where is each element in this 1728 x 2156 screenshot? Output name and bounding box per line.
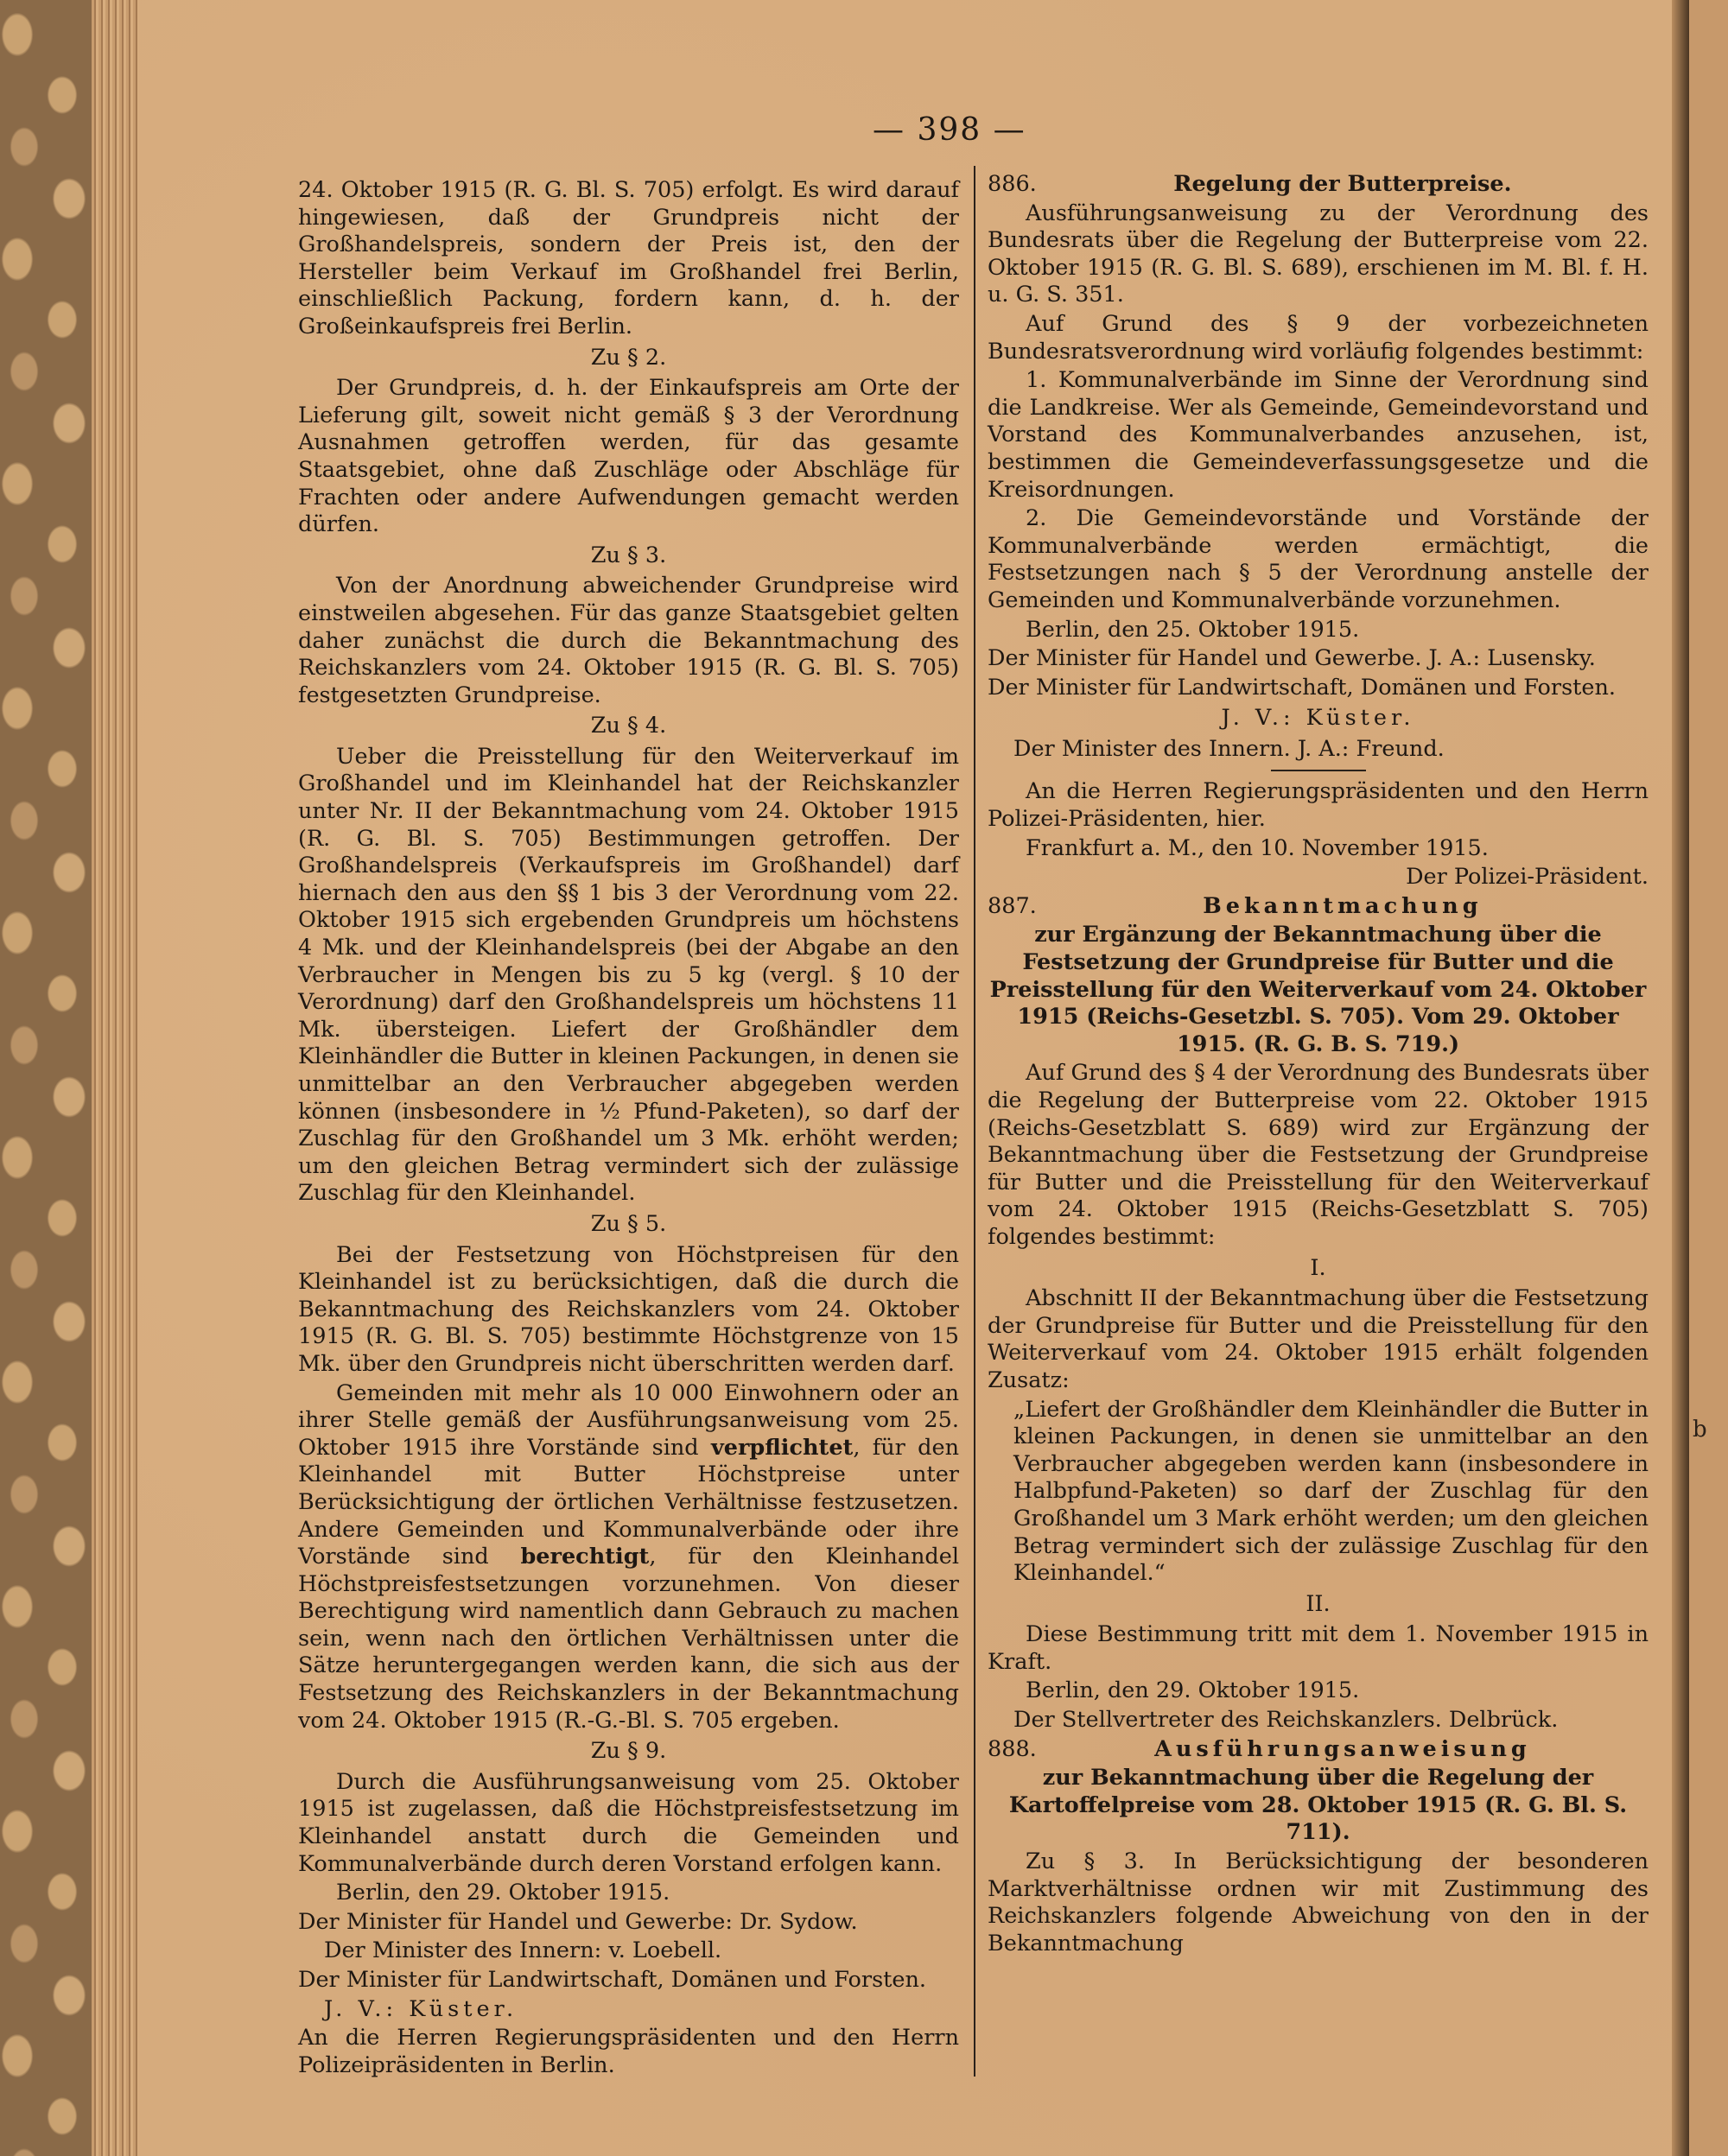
signature: Der Minister des Innern: v. Loebell. — [324, 1937, 722, 1964]
signature: Der Minister des Innern. J. A.: Freund. — [1013, 735, 1445, 762]
page-edges — [92, 0, 145, 2156]
section-subtitle: zur Bekanntmachung über die Regelung der Kartoffelpreise vom 28. Oktober 1915 (R. G. Bl. S. 711). — [1008, 1765, 1628, 1846]
section-heading: Zu § 3. — [590, 542, 667, 568]
paragraph: Auf Grund des § 9 der vorbezeichneten Bundesratsverordnung wird vorläufig folgendes bestimmt: — [988, 310, 1649, 365]
signature: Der Polizei-Präsident. — [1406, 864, 1649, 891]
section-title: Bekanntmachung — [1203, 892, 1483, 919]
book-gutter — [1672, 0, 1689, 2156]
addressee: An die Herren Regierungspräsidenten und den Herrn Polizeipräsidenten in Berlin. — [298, 2025, 959, 2078]
date-line: Berlin, den 29. Oktober 1915. — [1026, 1677, 1360, 1704]
signature: Der Minister für Handel und Gewerbe. J. A.: Lusensky. — [988, 645, 1596, 672]
emphasis-text: berechtigt — [520, 1544, 650, 1570]
signature: Der Minister für Landwirtschaft, Domänen und Forsten. — [988, 674, 1617, 701]
paragraph — [298, 1380, 959, 1735]
paragraph: Abschnitt II der Bekanntmachung über die Festsetzung der Grundpreise für Butter und die Preisstellung für den Weiterverkauf vom 24. Oktober 1915 erhält folgenden Zusatz: — [988, 1285, 1649, 1393]
date-line: Frankfurt a. M., den 10. November 1915. — [1026, 834, 1489, 861]
section-subtitle: zur Ergänzung der Bekanntmachung über die Festsetzung der Grundpreise für Butter und die Preisstellung für den Weiterverkauf vom 24. Oktober 1915 (Reichs-Gesetzbl. S. 705). Vom 29. Oktober 1915. (R. G. B. S. 719.) — [989, 922, 1647, 1057]
paragraph: Durch die Ausführungsanweisung vom 25. Oktober 1915 ist zugelassen, daß die Höchstpreisfestsetzung im Kleinhandel anstatt durch die Gemeinden und Kommunalverbände durch deren Vorstand erfolgen kann. — [298, 1768, 959, 1877]
paragraph: 2. Die Gemeindevorstände und Vorstände der Kommunalverbände werden ermächtigt, die Festsetzungen nach § 5 der Verordnung anstelle der Gemeinden und Kommunalverbände vorzunehmen. — [988, 505, 1649, 613]
section-heading: I. — [1310, 1254, 1326, 1281]
date-line: Berlin, den 29. Oktober 1915. — [336, 1880, 670, 1906]
column-divider — [974, 166, 975, 2077]
emphasis-text: verpflichtet — [710, 1434, 854, 1461]
paragraph: Der Grundpreis, d. h. der Einkaufspreis am Orte der Lieferung gilt, soweit nicht gemäß § 3 der Verordnung Ausnahmen getroffen werden, für das gesamte Staatsgebiet, ohne daß Zuschläge oder Abschläge für Frachten oder andere Aufwendungen gemacht werden dürfen. — [298, 375, 959, 538]
section-886-heading — [988, 171, 1649, 199]
addressee: An die Herren Regierungspräsidenten und den Herrn Polizei-Präsidenten, hier. — [988, 778, 1649, 833]
signature: J. V.: Küster. — [1221, 705, 1415, 732]
section-heading: Zu § 4. — [590, 713, 667, 739]
section-888-heading — [988, 1736, 1649, 1764]
next-page-fragment: b — [1693, 1417, 1707, 1443]
section-title: Regelung der Butterpreise. — [1173, 171, 1512, 197]
divider — [1271, 770, 1366, 771]
text-run: , für den Kleinhandel mit Butter Höchstpreise unter Berücksichtigung der örtlichen Verhältnisse festzusetzen. Andere Gemeinden und Kommunalverbände oder ihre Vorstände sind — [298, 1434, 959, 1570]
section-number: 887. — [988, 892, 1037, 919]
paragraph: Auf Grund des § 4 der Verordnung des Bundesrats über die Regelung der Butterpreise vom 22. Oktober 1915 (Reichs-Gesetzblatt S. 689) wird zur Ergänzung der Bekanntmachung über die Festsetzung der Grundpreise für Butter und die Preisstellung für den Weiterverkauf vom 24. Oktober 1915 (Reichs-Gesetzblatt S. 705) folgendes bestimmt: — [988, 1060, 1649, 1250]
section-number: 886. — [988, 171, 1037, 197]
left-column — [298, 177, 959, 2081]
section-heading: Zu § 2. — [590, 344, 667, 371]
page-number: — 398 — — [873, 112, 1026, 148]
paragraph: 24. Oktober 1915 (R. G. Bl. S. 705) erfolgt. Es wird darauf hingewiesen, daß der Grundpreis nicht der Großhandelspreis, sondern der Preis ist, den der Hersteller beim Verkauf im Großhandel frei Berlin, einschließlich Packung, fordern kann, d. h. der Großeinkaufspreis frei Berlin. — [298, 177, 959, 339]
text-run: Gemeinden mit mehr als 10 000 Einwohnern oder an ihrer Stelle gemäß der Ausführungsanweisung vom 25. Oktober 1915 ihre Vorstände sind — [298, 1379, 959, 1461]
paragraph: Bei der Festsetzung von Höchstpreisen für den Kleinhandel ist zu berücksichtigen, daß die durch die Bekanntmachung des Reichskanzlers vom 24. Oktober 1915 (R. G. Bl. S. 705) bestimmte Höchstgrenze von 15 Mk. über den Grundpreis nicht überschritten werden darf. — [298, 1241, 959, 1377]
signature: Der Minister für Handel und Gewerbe: Dr. Sydow. — [298, 1908, 858, 1935]
paragraph: Diese Bestimmung tritt mit dem 1. November 1915 in Kraft. — [988, 1621, 1649, 1675]
paragraph: Ausführungsanweisung zu der Verordnung des Bundesrats über die Regelung der Butterpreise vom 22. Oktober 1915 (R. G. Bl. S. 689), erschienen im M. Bl. f. H. u. G. S. 351. — [988, 200, 1649, 308]
paragraph: Von der Anordnung abweichender Grundpreise wird einstweilen abgesehen. Für das ganze Staatsgebiet gelten daher zunächst die durch die Bekanntmachung des Reichskanzlers vom 24. Oktober 1915 (R. G. Bl. S. 705) festgesetzten Grundpreise. — [298, 573, 959, 708]
section-887-heading — [988, 893, 1649, 921]
section-title: Ausführungsanweisung — [1154, 1735, 1531, 1762]
section-heading: II. — [1306, 1590, 1331, 1617]
paragraph: 1. Kommunalverbände im Sinne der Verordnung sind die Landkreise. Wer als Gemeinde, Gemeindevorstand und Vorstand des Kommunalverbandes anzusehen, ist, bestimmen die Gemeindeverfassungsgesetze und die Kreisordnungen. — [988, 367, 1649, 503]
next-page-edge — [1689, 0, 1728, 2156]
signature: Der Minister für Landwirtschaft, Domänen und Forsten. — [298, 1967, 927, 1993]
date-line: Berlin, den 25. Oktober 1915. — [1026, 616, 1360, 643]
signature: Der Stellvertreter des Reichskanzlers. Delbrück. — [1013, 1707, 1559, 1734]
right-column — [988, 169, 1649, 1959]
section-heading: Zu § 5. — [590, 1210, 667, 1237]
section-number: 888. — [988, 1735, 1037, 1762]
section-heading: Zu § 9. — [590, 1738, 667, 1765]
paragraph: Ueber die Preisstellung für den Weiterverkauf im Großhandel und im Kleinhandel hat der Reichskanzler unter Nr. II der Bekanntmachung vom 24. Oktober 1915 (R. G. Bl. S. 705) Bestimmungen getroffen. Der Großhandelspreis (Verkaufspreis im Großhandel) darf hiernach den aus den §§ 1 bis 3 der Verordnung vom 22. Oktober 1915 sich ergebenden Grundpreis um höchstens 4 Mk. und der Kleinhandelspreis (bei der Abgabe an den Verbraucher in Mengen bis zu 5 kg (vergl. § 10 der Verordnung) darf den Großhandelspreis um höchstens 11 Mk. übersteigen. Liefert der Großhändler dem Kleinhändler die Butter in kleinen Packungen, in denen sie unmittelbar an den Verbraucher abgegeben werden können (insbesondere in ½ Pfund-Paketen), so darf der Zuschlag für den Großhandel um 3 Mk. erhöht werden; um den gleichen Betrag vermindert sich der zulässige Zuschlag für den Kleinhandel. — [298, 743, 959, 1207]
text-run: , für den Kleinhandel Höchstpreisfestsetzungen vorzunehmen. Von dieser Berechtigung wird namentlich dann Gebrauch zu machen sein, wenn nach den örtlichen Verhältnissen unter die Sätze heruntergegangen werden kann, die sich aus der Festsetzung des Reichskanzlers in der Bekanntmachung vom 24. Oktober 1915 (R.-G.-Bl. S. 705 ergeben. — [298, 1544, 959, 1734]
quotation: „Liefert der Großhändler dem Kleinhändler die Butter in kleinen Packungen, in denen sie unmittelbar an den Verbraucher abgegeben werden kann (insbesondere in Halbpfund-Paketen) so darf der Zuschlag für den Großhandel um 3 Mark erhöht werden; um den gleichen Betrag vermindert sich der zulässige Zuschlag für den Kleinhandel.“ — [1013, 1396, 1649, 1587]
paragraph: Zu § 3. In Berücksichtigung der besonderen Marktverhältnisse ordnen wir mit Zustimmung des Reichskanzlers folgende Abweichung von den in der Bekanntmachung — [988, 1848, 1649, 1956]
signature: J. V.: Küster. — [324, 1995, 518, 2022]
